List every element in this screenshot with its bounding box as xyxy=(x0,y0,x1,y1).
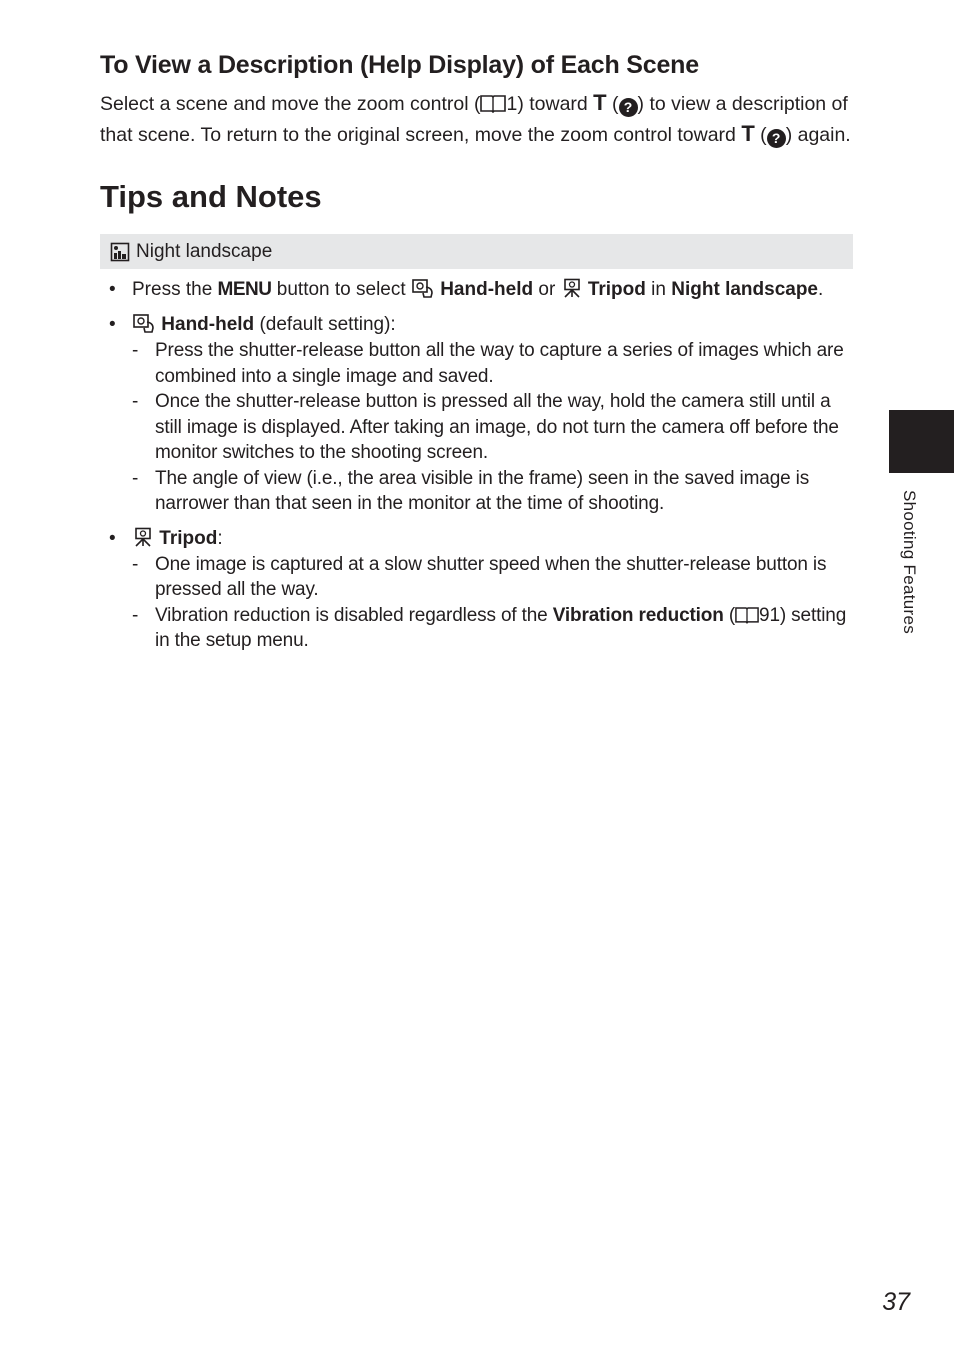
sub-list-item: - One image is captured at a slow shutter speed when the shutter-release button is pressed all the way. xyxy=(132,552,853,603)
hand-held-label: Hand-held xyxy=(440,279,534,300)
sub-list-item: - Once the shutter-release button is pressed all the way, hold the camera still until a still image is displayed. After taking an image, do not turn the camera off before the monitor switches to the shooting screen. xyxy=(132,389,853,466)
help-question-icon: ? xyxy=(619,98,638,117)
zoom-t-label: T xyxy=(741,121,755,146)
tripod-label: Tripod xyxy=(587,279,646,300)
intro-text: ( xyxy=(606,93,619,115)
hand-held-label: Hand-held xyxy=(161,314,255,335)
page-content xyxy=(100,48,853,663)
page-ref: 91 xyxy=(759,604,780,626)
item-text: Vibration reduction is disabled regardless of the xyxy=(155,604,553,626)
book-reference-icon xyxy=(480,93,506,113)
tips-list xyxy=(100,277,853,654)
night-landscape-icon xyxy=(110,242,130,262)
intro-text: ) again. xyxy=(785,124,851,146)
item-text: . xyxy=(818,279,824,300)
sub-list-item xyxy=(132,603,853,654)
section-title: Tips and Notes xyxy=(100,179,322,214)
menu-button-label: MENU xyxy=(217,279,272,300)
zoom-t-label: T xyxy=(593,90,607,115)
help-question-icon: ? xyxy=(767,129,786,148)
item-text: Press the xyxy=(132,279,218,300)
item-text: ) setting in the setup menu. xyxy=(155,604,847,651)
vibration-reduction-label: Vibration reduction xyxy=(552,604,724,626)
tripod-icon xyxy=(561,278,583,298)
intro-text: ) to view a description of that scene. To return to the original screen, move the zoom control toward xyxy=(100,93,848,146)
item-text: ( xyxy=(723,604,736,626)
page-ref: 1 xyxy=(506,93,518,115)
box-heading-text: Night landscape xyxy=(136,240,273,262)
hand-held-icon xyxy=(411,278,435,298)
list-item xyxy=(100,277,853,303)
item-text: (default setting): xyxy=(254,314,396,335)
intro-text: Select a scene and move the zoom control ( xyxy=(100,93,481,115)
book-reference-icon xyxy=(735,605,759,624)
hand-held-icon xyxy=(132,313,156,333)
item-text: in xyxy=(645,279,672,300)
tripod-label: Tripod xyxy=(159,527,218,549)
list-item xyxy=(100,526,853,654)
page-number: 37 xyxy=(882,1288,910,1316)
item-text: : xyxy=(217,527,223,549)
night-landscape-label: Night landscape xyxy=(671,279,818,300)
item-text: or xyxy=(533,279,561,300)
sub-list-item: - The angle of view (i.e., the area visible in the frame) seen in the saved image is narrower than that seen in the monitor at the time of shooting. xyxy=(132,466,853,517)
chapter-side-label: Shooting Features xyxy=(900,490,919,635)
intro-text: ) toward xyxy=(517,93,594,115)
subheading: To View a Description (Help Display) of Each Scene xyxy=(100,51,699,79)
sub-list xyxy=(132,552,853,654)
tripod-icon xyxy=(132,527,154,547)
sub-list xyxy=(132,338,853,517)
list-item xyxy=(100,312,853,517)
sub-list-item: - Press the shutter-release button all the way to capture a series of images which are combined into a single image and saved. xyxy=(132,338,853,389)
chapter-tab xyxy=(889,410,954,473)
intro-text: ( xyxy=(754,124,767,146)
night-landscape-heading xyxy=(100,234,853,269)
item-text: button to select xyxy=(271,279,411,300)
intro-paragraph xyxy=(100,88,853,150)
